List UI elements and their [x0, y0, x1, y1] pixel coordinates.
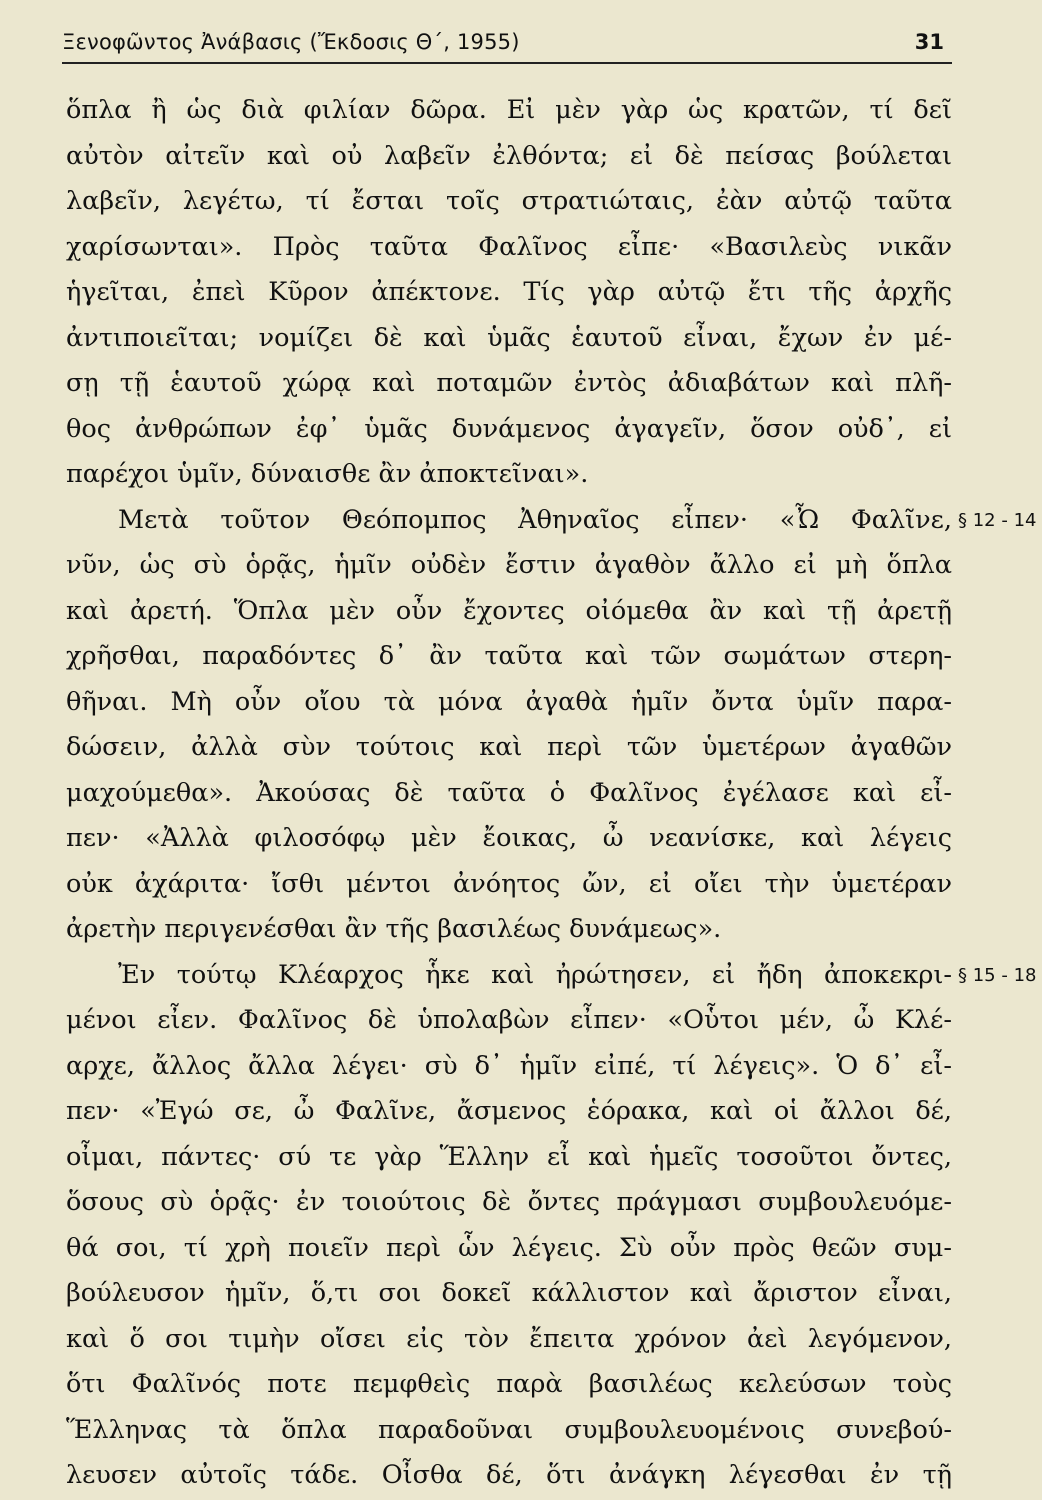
text-line: παρέχοι ὑμῖν, δύναισθε ἂν ἀποκτεῖναι». [66, 459, 589, 489]
running-head [62, 28, 950, 64]
text-line: καὶ ἀρετή. Ὅπλα μὲν οὖν ἔχοντες οἰόμεθα ἂν καὶ τῇ ἀρετῇ [66, 595, 952, 626]
text-line: χρῆσθαι, παραδόντες δ᾽ ἂν ταῦτα καὶ τῶν σωμάτων στερη- [66, 641, 952, 671]
text-line: μένοι εἶεν. Φαλῖνος δὲ ὑπολαβὼν εἶπεν· «Οὗτοι μέν, ὦ Κλέ- [66, 1005, 952, 1035]
text-line: ὅτι Φαλῖνός ποτε πεμφθεὶς παρὰ βασιλέως κελεύσων τοὺς [66, 1369, 952, 1399]
text-line-paragraph-start: Ἐν τούτῳ Κλέαρχος ἧκε καὶ ἠρώτησεν, εἰ ἤδη ἀποκεκρι- § 15 - 18 [66, 953, 952, 999]
section-margin-note: § 12 - 14 [958, 509, 1037, 531]
text-line: θά σοι, τί χρὴ ποιεῖν περὶ ὧν λέγεις. Σὺ οὖν πρὸς θεῶν συμ- [66, 1232, 952, 1263]
text-line: χαρίσωνται». Πρὸς ταῦτα Φαλῖνος εἶπε· «Βασιλεὺς νικᾶν [66, 231, 952, 262]
text-line: πεν· «Ἀλλὰ φιλοσόφῳ μὲν ἔοικας, ὦ νεανίσκε, καὶ λέγεις [66, 823, 952, 853]
running-head-title: Ξενοφῶντος Ἀνάβασις (Ἔκδοσις Θ΄, 1955) [62, 30, 520, 54]
text-line: πεν· «Ἐγώ σε, ὦ Φαλῖνε, ἄσμενος ἑόρακα, καὶ οἱ ἄλλοι δέ, [66, 1096, 952, 1126]
text-line: οὐκ ἀχάριτα· ἴσθι μέντοι ἀνόητος ὤν, εἰ οἴει τὴν ὑμετέραν [66, 868, 952, 899]
page-number: 31 [914, 30, 944, 54]
text-line: λευσεν αὐτοῖς τάδε. Οἶσθα δέ, ὅτι ἀνάγκη λέγεσθαι ἐν τῇ [66, 1460, 952, 1490]
text-line: Ἕλληνας τὰ ὅπλα παραδοῦναι συμβουλευομένοις συνεβού- [66, 1414, 952, 1445]
body-text [66, 88, 1037, 1499]
text-line-paragraph-start: Μετὰ τοῦτον Θεόπομπος Ἀθηναῖος εἶπεν· «Ὦ Φαλῖνε, § 12 - 14 [66, 498, 952, 544]
text-line: βούλευσον ἡμῖν, ὅ,τι σοι δοκεῖ κάλλιστον καὶ ἄριστον εἶναι, [66, 1278, 952, 1308]
text-line: αὐτὸν αἰτεῖν καὶ οὐ λαβεῖν ἐλθόντα; εἰ δὲ πείσας βούλεται [66, 140, 952, 171]
text-line: θος ἀνθρώπων ἐφ᾽ ὑμᾶς δυνάμενος ἀγαγεῖν, ὅσον οὐδ᾽, εἰ [66, 413, 952, 444]
text-line: ὅσους σὺ ὁρᾷς· ἐν τοιούτοις δὲ ὄντες πράγμασι συμβουλευόμε- [66, 1187, 952, 1217]
text-line: σῃ τῇ ἑαυτοῦ χώρᾳ καὶ ποταμῶν ἐντὸς ἀδιαβάτων καὶ πλῆ- [66, 368, 952, 398]
text-line: θῆναι. Μὴ οὖν οἴου τὰ μόνα ἀγαθὰ ἡμῖν ὄντα ὑμῖν παρα- [66, 686, 952, 717]
text-line: αρχε, ἄλλος ἄλλα λέγει· σὺ δ᾽ ἡμῖν εἰπέ, τί λέγεις». Ὁ δ᾽ εἶ- [66, 1050, 952, 1081]
text-line: ἀρετὴν περιγενέσθαι ἂν τῆς βασιλέως δυνάμεως». [66, 914, 722, 944]
text-line: ὅπλα ἢ ὡς διὰ φιλίαν δῶρα. Εἰ μὲν γὰρ ὡς κρατῶν, τί δεῖ [66, 95, 952, 125]
text-line: ἡγεῖται, ἐπεὶ Κῦρον ἀπέκτονε. Τίς γὰρ αὐτῷ ἔτι τῆς ἀρχῆς [66, 277, 952, 307]
header-rule [62, 62, 952, 64]
text-line: νῦν, ὡς σὺ ὁρᾷς, ἡμῖν οὐδὲν ἔστιν ἀγαθὸν ἄλλο εἰ μὴ ὅπλα [66, 550, 952, 580]
text-line: δώσειν, ἀλλὰ σὺν τούτοις καὶ περὶ τῶν ὑμετέρων ἀγαθῶν [66, 732, 952, 762]
text-line: ἀντιποιεῖται; νομίζει δὲ καὶ ὑμᾶς ἑαυτοῦ εἶναι, ἔχων ἐν μέ- [66, 322, 952, 353]
section-margin-note: § 15 - 18 [958, 964, 1037, 986]
text-line: μαχούμεθα». Ἀκούσας δὲ ταῦτα ὁ Φαλῖνος ἐγέλασε καὶ εἶ- [66, 777, 952, 808]
text-line: καὶ ὅ σοι τιμὴν οἴσει εἰς τὸν ἔπειτα χρόνον ἀεὶ λεγόμενον, [66, 1323, 952, 1354]
text-line: λαβεῖν, λεγέτω, τί ἔσται τοῖς στρατιώταις, ἐὰν αὐτῷ ταῦτα [66, 186, 952, 216]
text-line: οἶμαι, πάντες· σύ τε γὰρ Ἕλλην εἶ καὶ ἡμεῖς τοσοῦτοι ὄντες, [66, 1141, 952, 1172]
